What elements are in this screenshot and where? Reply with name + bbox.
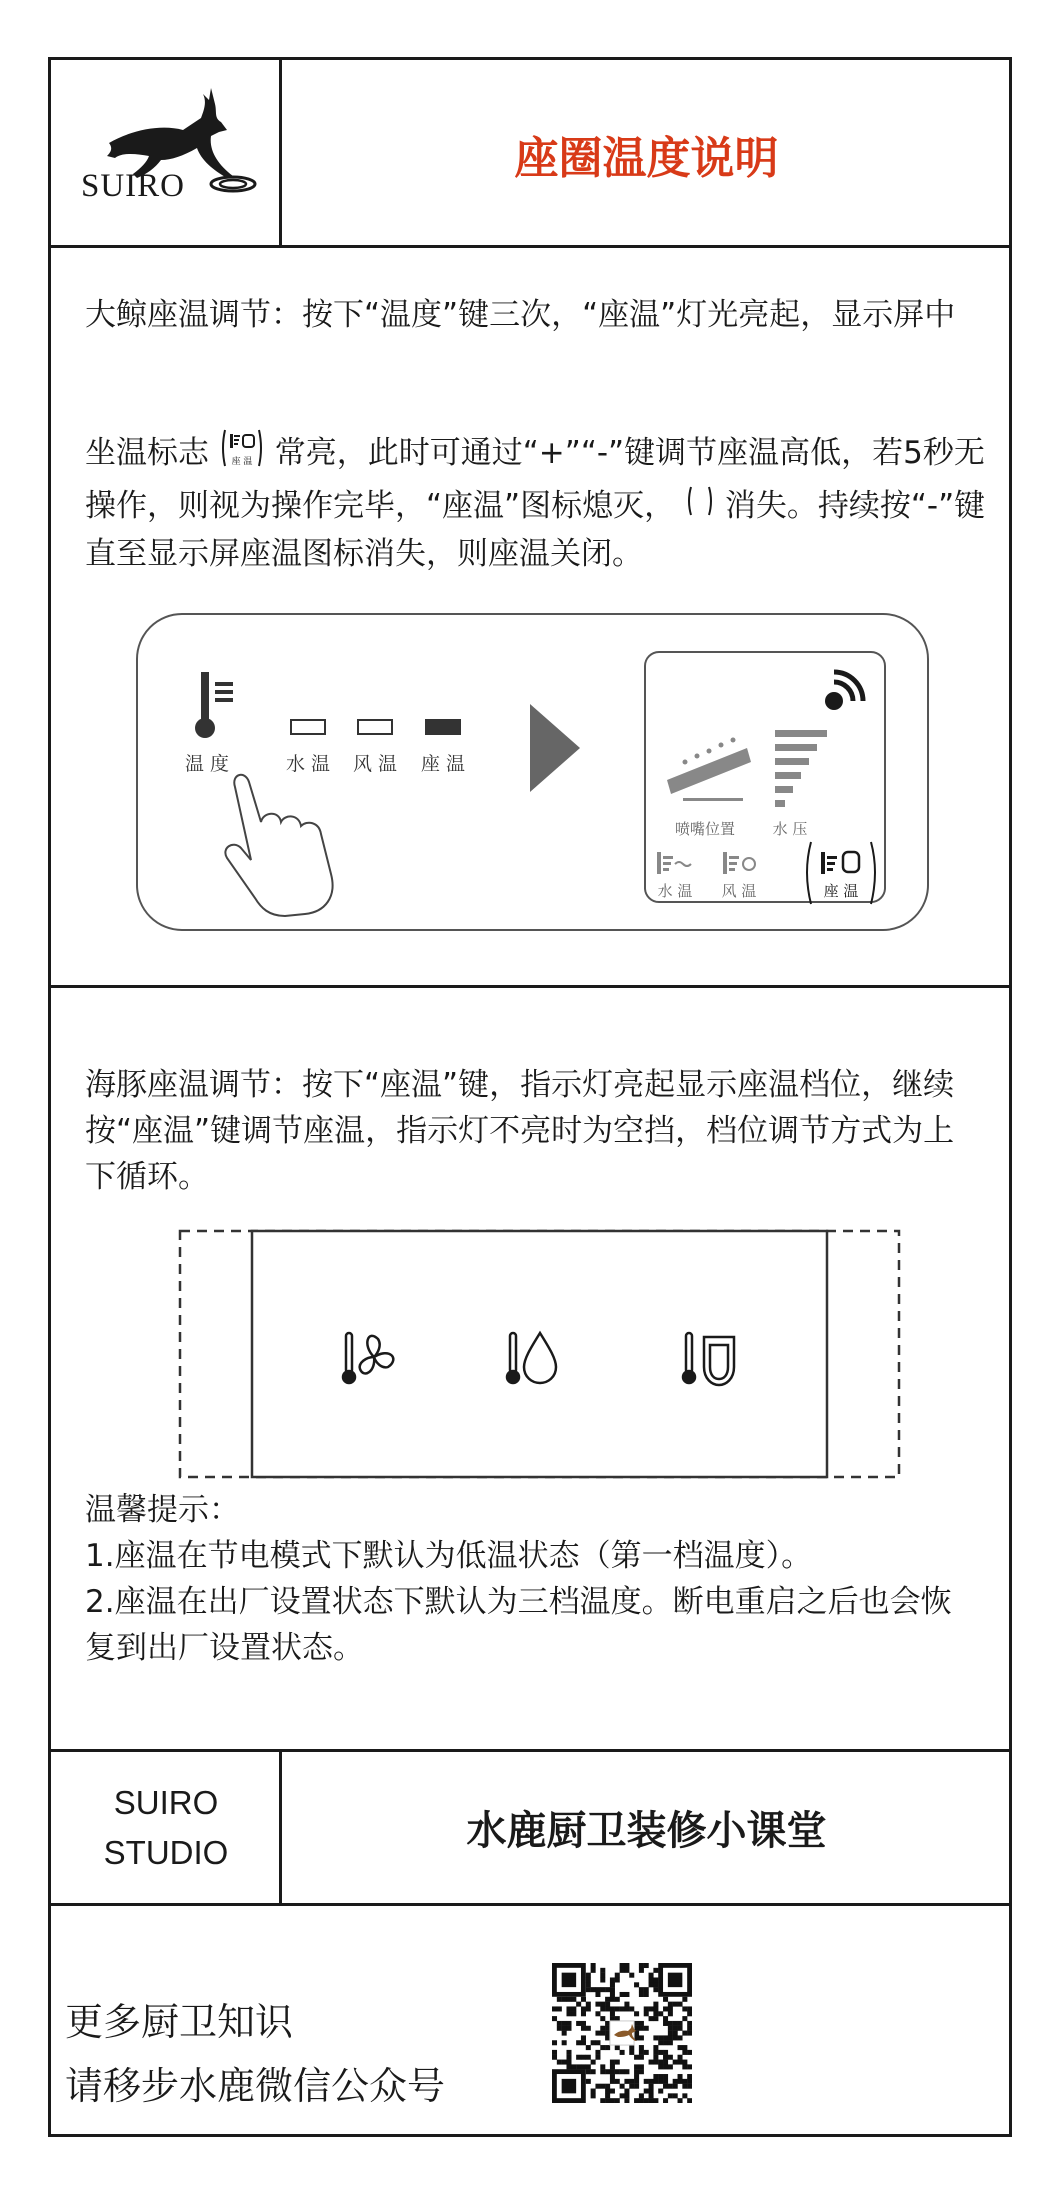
label-display-air-temp: 风 温 — [721, 882, 757, 900]
indicator-seat-temp — [426, 720, 460, 734]
indicator-water-temp — [291, 720, 325, 734]
more-info — [65, 1990, 445, 2118]
footer-title: 水鹿厨卫装修小课堂 — [466, 1808, 827, 1854]
section1-details-part2: 常亮，此时可通过“+”“-”键调节座温高低，若5秒无操作，则视为操作完毕，“座温”图标熄灭， — [85, 435, 985, 524]
svg-text:座 温: 座 温 — [231, 457, 253, 467]
more-info-line1: 更多厨卫知识 — [65, 2000, 294, 2044]
brand-logo — [51, 60, 281, 247]
indicator-air-temp — [358, 720, 392, 734]
dajing-control-panel — [135, 612, 930, 932]
label-nozzle-position: 喷嘴位置 — [674, 820, 736, 838]
section1-details-part1: 坐温标志 — [85, 435, 209, 471]
studio-label-line2: STUDIO — [103, 1833, 229, 1871]
section1-details — [85, 426, 995, 577]
tip-1: 1.座温在节电模式下默认为低温状态（第一档温度）。 — [85, 1538, 813, 1574]
label-air-temp: 风 温 — [352, 753, 398, 775]
label-display-seat-temp: 座 温 — [823, 882, 859, 900]
empty-bracket-icon — [685, 484, 715, 531]
deer-logo-icon — [51, 60, 281, 247]
label-water-temp: 水 温 — [285, 753, 331, 775]
brand-name: SUIRO — [81, 168, 186, 204]
divider-section — [48, 985, 1012, 988]
more-info-line2: 请移步水鹿微信公众号 — [65, 2064, 446, 2108]
studio-label-line1: SUIRO — [113, 1783, 219, 1821]
label-temperature: 温 度 — [184, 753, 230, 775]
tips-title: 温馨提示： — [85, 1492, 240, 1528]
wechat-qr-code[interactable] — [552, 1963, 692, 2103]
studio-label — [51, 1751, 281, 1904]
section1-intro: 大鲸座温调节：按下“温度”键三次，“座温”灯光亮起，显示屏中 — [85, 297, 956, 333]
tip-2: 2.座温在出厂设置状态下默认为三档温度。断电重启之后也会恢复到出厂设置状态。 — [85, 1584, 952, 1666]
seat-temp-indicator-icon — [219, 426, 265, 483]
label-display-water-temp: 水 温 — [657, 882, 693, 900]
haitun-control-panel — [178, 1229, 901, 1479]
page-title: 座圈温度说明 — [514, 132, 779, 184]
section1-details-part3: 消失。持续按“-”键直至显示屏座温图标消失，则座温关闭。 — [85, 488, 986, 572]
label-seat-temp: 座 温 — [420, 753, 466, 775]
section2-intro: 海豚座温调节：按下“座温”键，指示灯亮起显示座温档位，继续按“座温”键调节座温，指示灯不亮时为空挡，档位调节方式为上下循环。 — [85, 1067, 955, 1195]
label-water-pressure: 水 压 — [772, 820, 808, 838]
